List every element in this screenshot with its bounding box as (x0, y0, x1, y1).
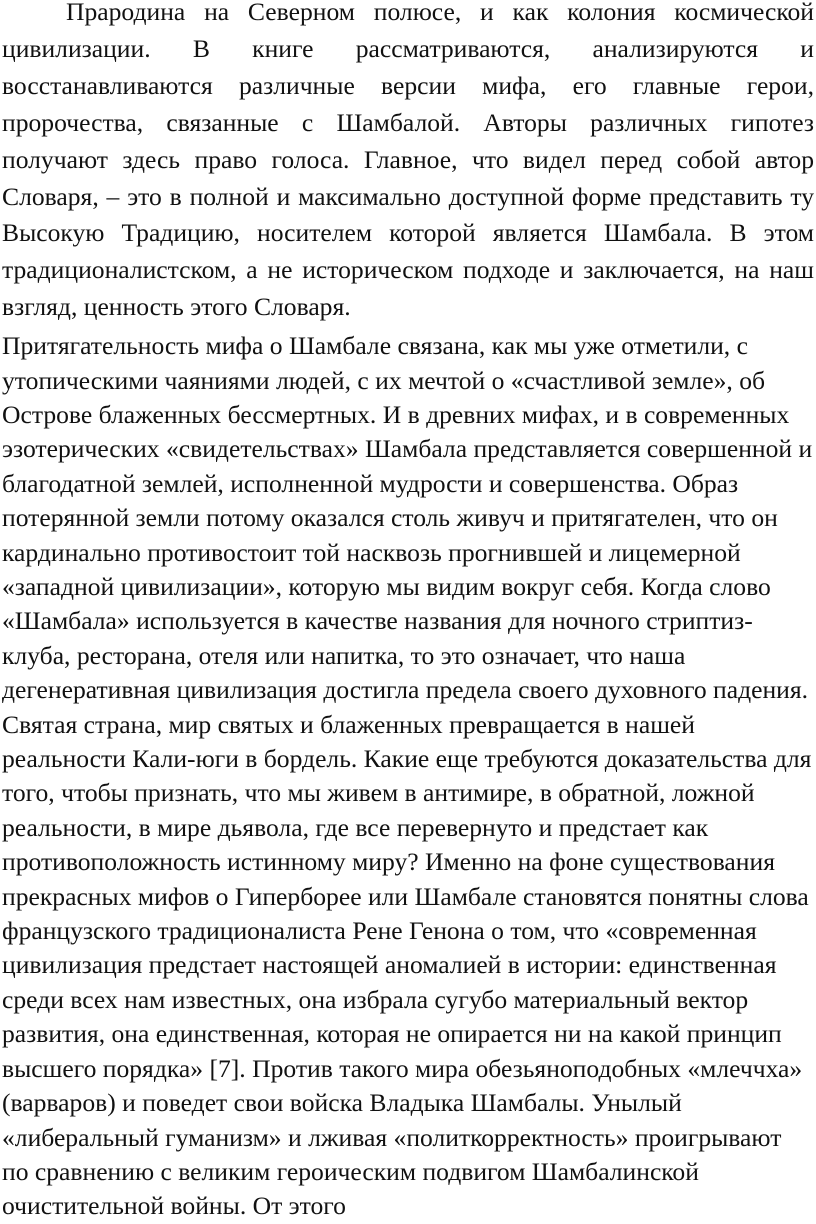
paragraph-2: Притягательность мифа о Шамбале связана, как мы уже отметили, с утопическими чаяниями людей, с их мечтой о «счастливой земле», об Острове блаженных бессмертных. И в древних мифах, и в современных эзотерических «свидетельствах» Шамбала представляется совершенной и благодатной землей, исполненной мудрости и совершенства. Образ потерянной земли потому оказался столь живуч и притягателен, что он кардинально противостоит той насквозь прогнившей и лицемерной «западной цивилизации», которую мы видим вокруг себя. Когда слово «Шамбала» используется в качестве названия для ночного стриптиз-клуба, ресторана, отеля или напитка, то это означает, что наша дегенеративная цивилизация достигла предела своего духовного падения. Святая страна, мир святых и блаженных превращается в нашей реальности Кали-юги в бордель. Какие еще требуются доказательства для того, чтобы признать, что мы живем в антимире, в обратной, ложной реальности, в мире дьявола, где все перевернуто и предстает как противоположность истинному миру? Именно на фоне существования прекрасных мифов о Гиперборее или Шамбале становятся понятны слова французского традиционалиста Рене Генона о том, что «современная цивилизация предстает настоящей аномалией в истории: единственная среди всех нам известных, она избрала сугубо материальный вектор развития, она единственная, которая не опирается ни на какой принцип высшего порядка» [7]. Против такого мира обезьяноподобных «млеччха» (варваров) и поведет свои войска Владыка Шамбалы. Унылый «либеральный гуманизм» и лживая «политкорректность» проигрывают по сравнению с великим героическим подвигом Шамбалинской очистительной войны. От этого (2, 331, 813, 1221)
paragraph-1: Прародина на Северном полюсе, и как колония космической цивилизации. В книге рассматриваются, анализируются и восстанавливаются различные версии мифа, его главные герои, пророчества, связанные с Шамбалой. Авторы различных гипотез получают здесь право голоса. Главное, что видел перед собой автор Словаря, – это в полной и максимально доступной форме представить ту Высокую Традицию, носителем которой является Шамбала. В этом традиционалистском, а не историческом подходе и заключается, на наш взгляд, ценность этого Словаря. (2, 0, 814, 322)
